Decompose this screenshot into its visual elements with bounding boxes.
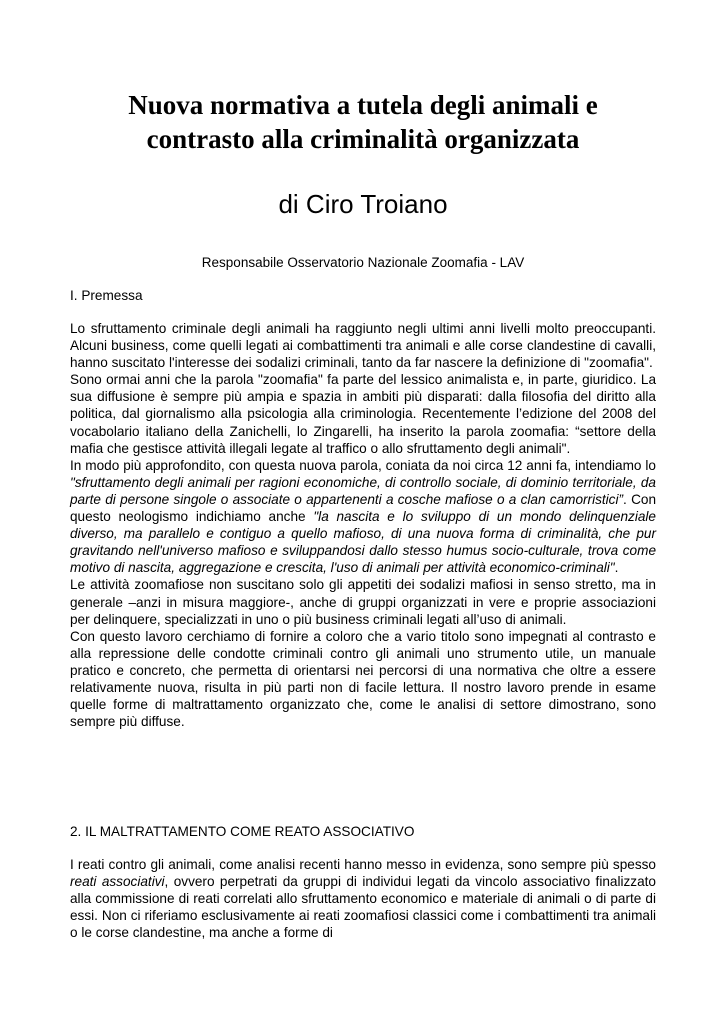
section-1-paragraph-3 xyxy=(70,457,656,577)
title-line-1: Nuova normativa a tutela degli animali e xyxy=(128,90,598,120)
section-2-text-c: , ovvero perpetrati da gruppi di individui legati da vincolo associativo finalizzato alla commissione di reati correlati allo sfruttamento economico e materiale di animali o di parte di essi. Non ci riferiamo esclusivamente ai reati zoomafiosi classici come i combattimenti tra animali o le corse clandestine, ma anche a forme di xyxy=(70,874,656,941)
paragraph-3-quote-a: "sfruttamento degli animali per ragioni economiche, di controllo sociale, di dominio territoriale, da parte di persone singole o associate o appartenenti a cosche mafiose o a clan camorristici” xyxy=(70,474,656,507)
author-affiliation: Responsabile Osservatorio Nazionale Zoomafia - LAV xyxy=(201,255,525,270)
section-2-paragraph-1 xyxy=(70,856,656,941)
section-2-italic-term: reati associativi xyxy=(70,874,165,890)
paragraph-3-quote-b: "la nascita e lo sviluppo di un mondo delinquenziale diverso, ma parallelo e contiguo a quello mafioso, di una nuova forma di criminalità, che pur gravitando nell'universo mafioso e sviluppandosi dallo stesso humus socio-culturale, trova come motivo di nascita, aggregazione e crescita, l'uso di animali per attività economico-criminali" xyxy=(70,509,656,576)
paragraph-3-text-e: . xyxy=(614,560,619,576)
section-2-text-a: I reati contro gli animali, come analisi recenti hanno messo in evidenza, sono sempre più spesso xyxy=(70,857,656,872)
section-1-paragraph-1: Lo sfruttamento criminale degli animali ha raggiunto negli ultimi anni livelli molto preoccupanti. Alcuni business, come quelli legati ai combattimenti tra animali e alle corse clandestine di cavalli, hanno suscitato l'interesse dei sodalizi criminali, tanto da far nascere la definizione di "zoomafia". xyxy=(70,321,656,371)
section-1-paragraph-4: Le attività zoomafiose non suscitano solo gli appetiti dei sodalizi mafiosi in senso stretto, ma in generale –anzi in misura maggiore-, anche di gruppi organizzati in vere e proprie associazioni per delinquere, specializzati in uno o più business criminali legati all’uso di animali. xyxy=(70,577,656,627)
title-line-2: contrasto alla criminalità organizzata xyxy=(146,124,580,154)
paragraph-3-text-c: . Con questo neologismo indichiamo anche xyxy=(70,491,657,525)
section-2-heading: 2. IL MALTRATTAMENTO COME REATO ASSOCIATIVO xyxy=(70,824,415,839)
section-2-body xyxy=(70,856,656,941)
section-1-paragraph-5: Con questo lavoro cerchiamo di fornire a coloro che a vario titolo sono impegnati al contrasto e alla repressione delle condotte criminali contro gli animali uno strumento utile, un manuale pratico e concreto, che permetta di orientarsi nei percorsi di una normativa che oltre a essere relativamente nuova, risulta in più parti non di facile lettura. Il nostro lavoro prende in esame quelle forme di maltrattamento organizzato che, come le analisi di settore dimostrano, sono sempre più diffuse. xyxy=(70,628,656,730)
paragraph-3-text-a: In modo più approfondito, con questa nuova parola, coniata da noi circa 12 anni fa, intendiamo lo xyxy=(70,457,656,473)
section-1-paragraph-2: Sono ormai anni che la parola "zoomafia" fa parte del lessico animalista e, in parte, giuridico. La sua diffusione è sempre più ampia e spazia in ambiti più disparati: dalla filosofia del diritto alla politica, dal giornalismo alla psicologia alla criminologia. Recentemente l’edizione del 2008 del vocabolario italiano della Zanichelli, lo Zingarelli, ha inserito la parola zoomafia: “settore della mafia che gestisce attività illegali legate al traffico o allo sfruttamento degli animali". xyxy=(70,372,656,456)
author-byline: di Ciro Troiano xyxy=(278,189,448,219)
document-title xyxy=(50,88,676,156)
section-1-heading: I. Premessa xyxy=(70,288,143,303)
section-1-body xyxy=(70,320,656,730)
